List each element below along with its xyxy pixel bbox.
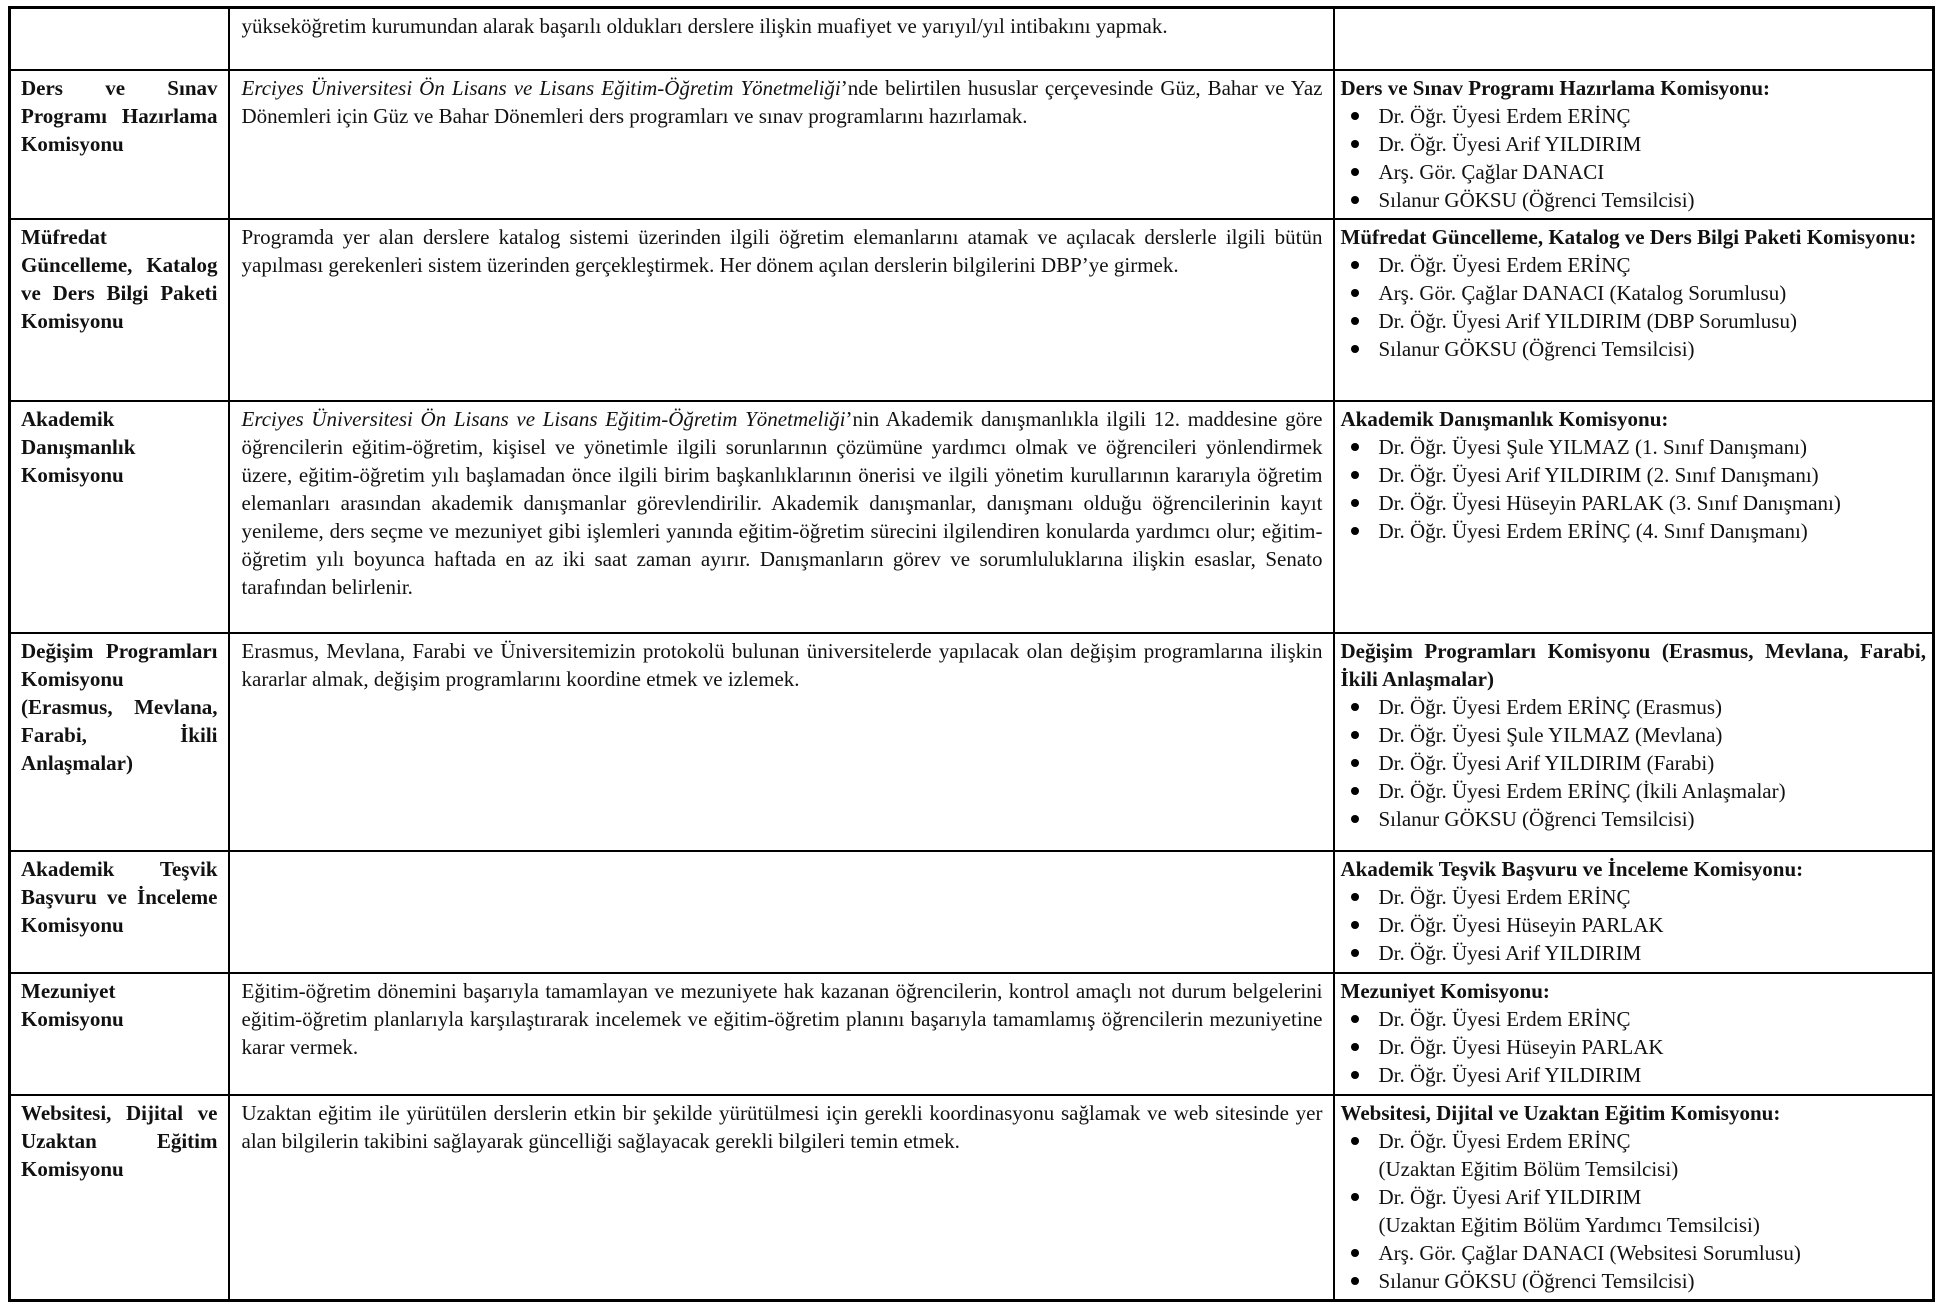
- commission-duty-text: Uzaktan eğitim ile yürütülen derslerin etkin bir şekilde yürütülmesi için gerekli koordinasyonu sağlamak ve web sitesinde yer alan bilgilerin takibini sağlayarak güncelliği sağlayacak gerekli bilgileri temin etmek.: [241, 1100, 1323, 1153]
- member-item: [1341, 251, 1927, 279]
- commission-name: Akademik Danışmanlık Komisyonu: [21, 406, 136, 487]
- member-item: [1341, 279, 1927, 307]
- member-item: [1341, 777, 1927, 805]
- member-name: Sılanur GÖKSU (Öğrenci Temsilcisi): [1378, 806, 1695, 831]
- commission-duty-text: Programda yer alan derslere katalog sistemi üzerinden ilgili öğretim elemanlarını atamak ve açılacak derslerle ilgili bütün yapılması gerekenleri sistem üzerinden gerçekleştirmek. Her dönem açılan derslerin bilgilerini DBP’ye girmek.: [241, 224, 1323, 277]
- member-name: Dr. Öğr. Üyesi Şule YILMAZ (1. Sınıf Danışmanı): [1378, 434, 1808, 459]
- member-item: [1341, 1061, 1927, 1089]
- commission-name-cell: [10, 70, 229, 219]
- commission-duty-cell: [229, 973, 1334, 1095]
- member-name: Arş. Gör. Çağlar DANACI: [1378, 159, 1605, 184]
- member-name: Dr. Öğr. Üyesi Şule YILMAZ (Mevlana): [1378, 722, 1723, 747]
- commission-duty-text: ’nin Akademik danışmanlıkla ilgili 12. maddesine göre öğrencilerin eğitim-öğretim, kişisel ve yönetimle ilgili sorunlarının çözümüne yardımcı olmak ve öğrencileri yönlendirmek üzere, eğitim-öğretim yılı başlamadan önce ilgili birim başkanlıklarının önerisi ve ilgili yönetim kurullarının kararıyla öğretim elemanları arasından akademik danışmanlar görevlendirilir. Akademik danışmanlar, danışmanı olduğu öğrencilerinin kayıt yenileme, ders seçme ve mezuniyet gibi işlemleri yanında eğitim-öğretim sürecini ilgilendiren konularda yardımcı olur; eğitim-öğretim yılı boyunca haftada en az iki saat zaman ayırır. Danışmanların görev ve sorumluluklarına ilişkin esaslar, Senato tarafından belirlenir.: [241, 406, 1323, 599]
- bullet-icon: [1341, 461, 1379, 479]
- commissions-table: [8, 6, 1935, 1302]
- regulation-title: Erciyes Üniversitesi Ön Lisans ve Lisans Eğitim-Öğretim Yönetmeliği: [241, 406, 846, 431]
- member-item: [1341, 1127, 1927, 1183]
- commission-name-cell: [10, 973, 229, 1095]
- bullet-icon: [1341, 1033, 1379, 1051]
- regulation-title: Erciyes Üniversitesi Ön Lisans ve Lisans Eğitim-Öğretim Yönetmeliği: [241, 75, 841, 100]
- commission-duty-cell: [229, 633, 1334, 851]
- member-list: [1341, 251, 1927, 363]
- member-item: [1341, 186, 1927, 214]
- commission-name: Müfredat Güncelleme, Katalog ve Ders Bilgi Paketi Komisyonu: [21, 224, 218, 333]
- bullet-icon: [1341, 251, 1379, 269]
- commission-name-cell: [10, 401, 229, 633]
- member-item: [1341, 805, 1927, 833]
- commission-duty-text: yükseköğretim kurumundan alarak başarılı oldukları derslere ilişkin muafiyet ve yarıyıl/yıl intibakını yapmak.: [241, 14, 1168, 38]
- commission-members-cell: [1334, 1095, 1934, 1301]
- member-item: [1341, 911, 1927, 939]
- table-row: [10, 851, 1934, 973]
- bullet-icon: [1341, 911, 1379, 929]
- commission-duty-cell: [229, 70, 1334, 219]
- member-list: [1341, 1005, 1927, 1089]
- member-name: Dr. Öğr. Üyesi Arif YILDIRIM: [1378, 940, 1642, 965]
- bullet-icon: [1341, 939, 1379, 957]
- member-name: Dr. Öğr. Üyesi Arif YILDIRIM (Farabi): [1378, 750, 1715, 775]
- member-item: [1341, 461, 1927, 489]
- member-item: [1341, 489, 1927, 517]
- bullet-icon: [1341, 1061, 1379, 1079]
- bullet-icon: [1341, 158, 1379, 176]
- member-name: Dr. Öğr. Üyesi Erdem ERİNÇ: [1378, 884, 1631, 909]
- member-name: Dr. Öğr. Üyesi Erdem ERİNÇ: [1378, 103, 1631, 128]
- member-name: Sılanur GÖKSU (Öğrenci Temsilcisi): [1378, 1268, 1695, 1293]
- member-item: [1341, 939, 1927, 967]
- member-item: [1341, 517, 1927, 545]
- bullet-icon: [1341, 1127, 1379, 1145]
- commission-members-cell: [1334, 633, 1934, 851]
- member-item: [1341, 102, 1927, 130]
- member-name: Dr. Öğr. Üyesi Arif YILDIRIM (Uzaktan Eğitim Bölüm Yardımcı Temsilcisi): [1379, 1183, 1927, 1239]
- commission-members-cell: [1334, 973, 1934, 1095]
- member-item: [1341, 1183, 1927, 1239]
- commission-duty-text: Erasmus, Mevlana, Farabi ve Üniversitemizin protokolü bulunan üniversitelerde yapılacak olan değişim programlarına ilişkin kararlar almak, değişim programlarını koordine etmek ve izlemek.: [241, 638, 1323, 691]
- member-list: [1341, 693, 1927, 833]
- commission-duty-text: ’nde belirtilen hususlar çerçevesinde Güz, Bahar ve Yaz Dönemleri için Güz ve Bahar Dönemleri ders programları ve sınav programlarını hazırlamak.: [241, 75, 1323, 128]
- member-name: Dr. Öğr. Üyesi Erdem ERİNÇ (4. Sınıf Danışmanı): [1378, 518, 1808, 543]
- table-row: [10, 1095, 1934, 1301]
- bullet-icon: [1341, 1183, 1379, 1201]
- commission-duty-cell: [229, 219, 1334, 401]
- bullet-icon: [1341, 335, 1379, 353]
- member-item: [1341, 1005, 1927, 1033]
- committee-title: Websitesi, Dijital ve Uzaktan Eğitim Komisyonu:: [1340, 1100, 1781, 1125]
- commission-duty-cell: [229, 401, 1334, 633]
- member-name: Arş. Gör. Çağlar DANACI (Websitesi Sorumlusu): [1378, 1240, 1801, 1265]
- bullet-icon: [1341, 721, 1379, 739]
- member-list: [1341, 102, 1927, 214]
- commission-members-cell: [1334, 851, 1934, 973]
- commissions-table-body: [10, 8, 1934, 1301]
- bullet-icon: [1341, 1267, 1379, 1285]
- member-name: Sılanur GÖKSU (Öğrenci Temsilcisi): [1378, 187, 1695, 212]
- member-name: Dr. Öğr. Üyesi Hüseyin PARLAK: [1378, 912, 1664, 937]
- commission-members-cell: [1334, 219, 1934, 401]
- member-item: [1341, 1033, 1927, 1061]
- member-item: [1341, 721, 1927, 749]
- commission-duty-cell: [229, 851, 1334, 973]
- commission-name: Ders ve Sınav Programı Hazırlama Komisyonu: [21, 75, 218, 156]
- member-name: Dr. Öğr. Üyesi Arif YILDIRIM: [1378, 131, 1642, 156]
- member-item: [1341, 130, 1927, 158]
- commission-members-cell: [1334, 70, 1934, 219]
- member-item: [1341, 335, 1927, 363]
- commission-members-cell: [1334, 8, 1934, 70]
- committee-title: Akademik Teşvik Başvuru ve İnceleme Komisyonu:: [1340, 856, 1804, 881]
- member-name: Dr. Öğr. Üyesi Arif YILDIRIM (DBP Sorumlusu): [1378, 308, 1797, 333]
- member-name: Dr. Öğr. Üyesi Erdem ERİNÇ (Uzaktan Eğitim Bölüm Temsilcisi): [1379, 1127, 1927, 1183]
- commission-duty-cell: [229, 1095, 1334, 1301]
- committee-title: Akademik Danışmanlık Komisyonu:: [1340, 406, 1669, 431]
- member-name: Dr. Öğr. Üyesi Hüseyin PARLAK (3. Sınıf Danışmanı): [1378, 490, 1841, 515]
- bullet-icon: [1341, 1239, 1379, 1257]
- commission-duty-text: Eğitim-öğretim dönemini başarıyla tamamlayan ve mezuniyete hak kazanan öğrencilerin, kontrol amaçlı not durum belgelerini eğitim-öğretim planlarıyla karşılaştırarak incelemek ve eğitim-öğretim planını başarıyla tamamlamış öğrencilerin mezuniyetine karar vermek.: [241, 978, 1323, 1059]
- member-name: Dr. Öğr. Üyesi Arif YILDIRIM (2. Sınıf Danışmanı): [1378, 462, 1819, 487]
- bullet-icon: [1341, 1005, 1379, 1023]
- commission-name-cell: [10, 8, 229, 70]
- bullet-icon: [1341, 749, 1379, 767]
- member-name: Dr. Öğr. Üyesi Erdem ERİNÇ (İkili Anlaşmalar): [1378, 778, 1786, 803]
- member-item: [1341, 1239, 1927, 1267]
- commission-duty-cell: [229, 8, 1334, 70]
- table-row: [10, 401, 1934, 633]
- member-name: Arş. Gör. Çağlar DANACI (Katalog Sorumlusu): [1378, 280, 1787, 305]
- bullet-icon: [1341, 279, 1379, 297]
- commission-name-cell: [10, 633, 229, 851]
- member-role-line: (Uzaktan Eğitim Bölüm Temsilcisi): [1378, 1156, 1679, 1181]
- commission-name: Websitesi, Dijital ve Uzaktan Eğitim Komisyonu: [21, 1100, 218, 1181]
- table-row: [10, 70, 1934, 219]
- bullet-icon: [1341, 517, 1379, 535]
- member-item: [1341, 693, 1927, 721]
- commission-name: Akademik Teşvik Başvuru ve İnceleme Komisyonu: [21, 856, 218, 937]
- commission-name-cell: [10, 219, 229, 401]
- member-name: Dr. Öğr. Üyesi Erdem ERİNÇ (Erasmus): [1378, 694, 1723, 719]
- bullet-icon: [1341, 186, 1379, 204]
- table-row: [10, 973, 1934, 1095]
- bullet-icon: [1341, 102, 1379, 120]
- member-name: Dr. Öğr. Üyesi Erdem ERİNÇ: [1378, 1006, 1631, 1031]
- bullet-icon: [1341, 777, 1379, 795]
- member-item: [1341, 433, 1927, 461]
- table-row: [10, 219, 1934, 401]
- table-row: [10, 633, 1934, 851]
- committee-title: Müfredat Güncelleme, Katalog ve Ders Bilgi Paketi Komisyonu:: [1340, 224, 1917, 249]
- committee-title: Ders ve Sınav Programı Hazırlama Komisyonu:: [1340, 75, 1770, 100]
- member-list: [1341, 1127, 1927, 1295]
- commission-members-cell: [1334, 401, 1934, 633]
- member-role-line: (Uzaktan Eğitim Bölüm Yardımcı Temsilcisi): [1378, 1212, 1760, 1237]
- committee-title: Değişim Programları Komisyonu (Erasmus, Mevlana, Farabi, İkili Anlaşmalar): [1340, 638, 1926, 691]
- bullet-icon: [1341, 433, 1379, 451]
- bullet-icon: [1341, 307, 1379, 325]
- member-item: [1341, 883, 1927, 911]
- commission-name-cell: [10, 1095, 229, 1301]
- member-list: [1341, 883, 1927, 967]
- bullet-icon: [1341, 130, 1379, 148]
- bullet-icon: [1341, 489, 1379, 507]
- bullet-icon: [1341, 805, 1379, 823]
- member-list: [1341, 433, 1927, 545]
- table-row: [10, 8, 1934, 70]
- member-item: [1341, 1267, 1927, 1295]
- bullet-icon: [1341, 883, 1379, 901]
- member-name: Sılanur GÖKSU (Öğrenci Temsilcisi): [1378, 336, 1695, 361]
- commission-name-cell: [10, 851, 229, 973]
- member-item: [1341, 158, 1927, 186]
- commission-name: Değişim Programları Komisyonu (Erasmus, Mevlana, Farabi, İkili Anlaşmalar): [21, 638, 218, 775]
- member-name: Dr. Öğr. Üyesi Hüseyin PARLAK: [1378, 1034, 1664, 1059]
- committee-title: Mezuniyet Komisyonu:: [1340, 978, 1550, 1003]
- member-name: Dr. Öğr. Üyesi Arif YILDIRIM: [1378, 1062, 1642, 1087]
- commission-name: Mezuniyet Komisyonu: [21, 978, 124, 1031]
- member-item: [1341, 749, 1927, 777]
- member-item: [1341, 307, 1927, 335]
- bullet-icon: [1341, 693, 1379, 711]
- member-name: Dr. Öğr. Üyesi Erdem ERİNÇ: [1378, 252, 1631, 277]
